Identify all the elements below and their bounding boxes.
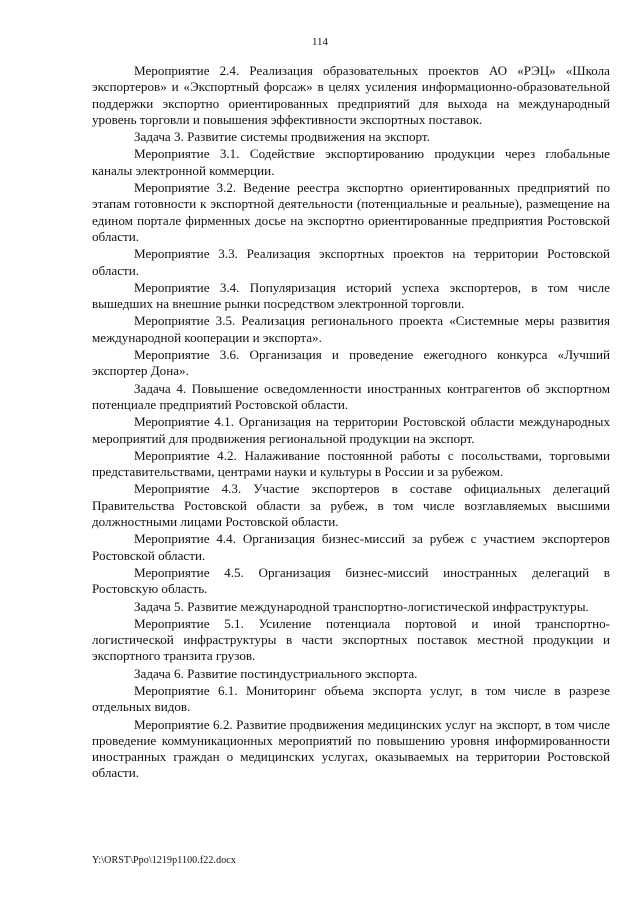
paragraph-measure-4-4: Мероприятие 4.4. Организация бизнес-миссий за рубеж с участием экспортеров Ростовской области. [92, 531, 610, 563]
paragraph-measure-6-1: Мероприятие 6.1. Мониторинг объема экспорта услуг, в том числе в разрезе отдельных видов. [92, 682, 610, 715]
paragraph-measure-3-4: Мероприятие 3.4. Популяризация историй успеха экспортеров, в том числе вышедших на внешние рынки посредством электронной торговли. [92, 279, 610, 312]
paragraph-measure-4-3: Мероприятие 4.3. Участие экспортеров в составе официальных делегаций Правительства Ростовской области за рубеж, в том числе возглавляемых высшими должностными лицами Ростовской области. [92, 481, 610, 530]
paragraph-task-6: Задача 6. Развитие постиндустриального экспорта. [134, 665, 418, 681]
paragraph-measure-3-2: Мероприятие 3.2. Ведение реестра экспортно ориентированных предприятий по этапам готовности к экспортной деятельности (потенциальные и реальные), размещение на едином портале фирменных досье на экспортно ориентированные предприятия Ростовской области. [92, 180, 610, 244]
paragraph-measure-6-2: Мероприятие 6.2. Развитие продвижения медицинских услуг на экспорт, в том числе проведение коммуникационных мероприятий по повышению уровня информированности иностранных граждан о медицинских услугах, оказываемых на территории Ростовской области. [92, 716, 610, 781]
paragraph-measure-2-4: Мероприятие 2.4. Реализация образовательных проектов АО «РЭЦ» «Школа экспортеров» и «Экспортный форсаж» в целях усиления информационно-образовательной поддержки экспортно ориентированных предприятий для выхода на международный уровень торговли и повышения эффективности экспортных поставок. [92, 63, 610, 127]
paragraph-measure-3-6: Мероприятие 3.6. Организация и проведение ежегодного конкурса «Лучший экспортер Дона». [92, 347, 610, 379]
paragraph-measure-3-5: Мероприятие 3.5. Реализация регионального проекта «Системные меры развития международной кооперации и экспорта». [92, 313, 610, 345]
paragraph-measure-4-2: Мероприятие 4.2. Налаживание постоянной работы с посольствами, торговыми представительствами, центрами науки и культуры в России и за рубежом. [92, 447, 610, 480]
footer-file-path: Y:\ORST\Ppo\1219p1100.f22.docx [92, 855, 236, 866]
paragraph-task-4: Задача 4. Повышение осведомленности иностранных контрагентов об экспортном потенциале предприятий Ростовской области. [92, 380, 610, 412]
paragraph-task-5: Задача 5. Развитие международной транспортно-логистической инфраструктуры. [134, 598, 589, 614]
paragraph-measure-4-1: Мероприятие 4.1. Организация на территории Ростовской области международных мероприятий для продвижения региональной продукции на экспорт. [92, 414, 610, 446]
paragraph-measure-4-5: Мероприятие 4.5. Организация бизнес-миссий иностранных делегаций в Ростовскую область. [92, 564, 610, 597]
paragraph-task-3: Задача 3. Развитие системы продвижения на экспорт. [134, 129, 430, 145]
paragraph-measure-3-3: Мероприятие 3.3. Реализация экспортных проектов на территории Ростовской области. [92, 246, 610, 278]
paragraph-measure-5-1: Мероприятие 5.1. Усиление потенциала портовой и иной транспортно-логистической инфраструктуры в части экспортных поставок местной продукции и экспортного транзита грузов. [92, 615, 610, 664]
paragraph-measure-3-1: Мероприятие 3.1. Содействие экспортированию продукции через глобальные каналы электронной коммерции. [92, 146, 610, 178]
page-number: 114 [311, 36, 329, 48]
document-body [92, 63, 610, 783]
